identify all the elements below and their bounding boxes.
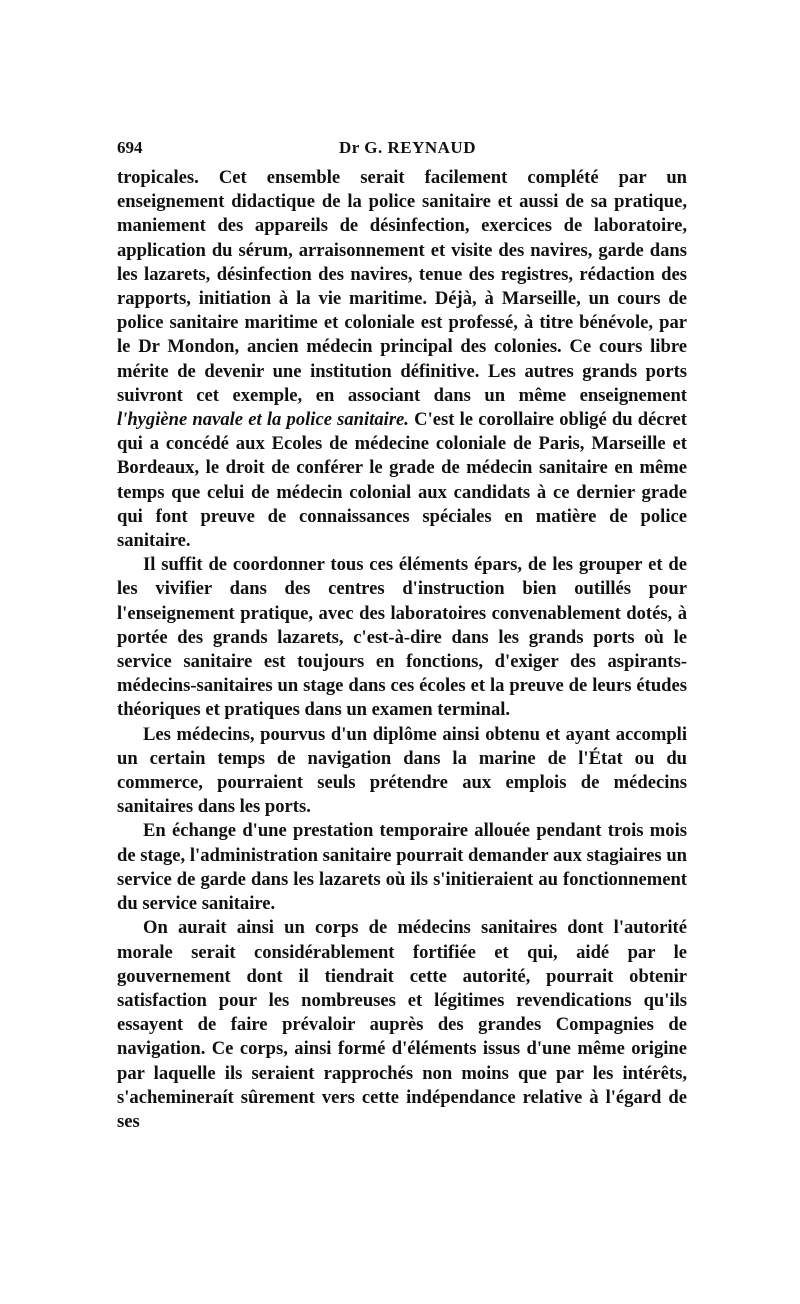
paragraph: En échange d'une prestation temporaire allouée pendant trois mois de stage, l'administration sanitaire pourrait demander aux stagiaires un service de garde dans les lazarets où ils s'initieraient au fonctionnement du service sanitaire.: [117, 820, 687, 915]
paragraph-continued: [117, 166, 687, 553]
paragraph: Il suffit de coordonner tous ces éléments épars, de les grouper et de les vivifier dans des centres d'instruction bien outillés pour l'enseignement pratique, avec des laboratoires convenablement dotés, à portée des grands lazarets, c'est-à-dire dans les grands ports où le service sanitaire est toujours en fonctions, d'exiger des aspirants-médecins-sanitaires un stage dans ces écoles et la preuve de leurs études théoriques et pratiques dans un examen terminal.: [117, 554, 687, 721]
paragraph: On aurait ainsi un corps de médecins sanitaires dont l'autorité morale serait considérablement fortifiée et qui, aidé par le gouvernement dont il tiendrait cette autorité, pourrait obtenir satisfaction pour les nombreuses et légitimes revendications qu'ils essayent de faire prévaloir auprès des grandes Compagnies de navigation. Ce corps, ainsi formé d'éléments issus d'une même origine par laquelle ils seraient rapprochés non moins que par les intérêts, s'achemineraít sûrement vers cette indépendance relative à l'égard de ses: [117, 917, 687, 1132]
paragraph-text: C'est le corollaire obligé du décret qui a concédé aux Ecoles de médecine coloniale de Paris, Marseille et Bordeaux, le droit de conférer le grade de médecin sanitaire en même temps que celui de médecin colonial aux candidats à ce dernier grade qui font preuve de connaissances spéciales en matière de police sanitaire.: [117, 409, 687, 552]
paragraph-text: tropicales. Cet ensemble serait facilement complété par un enseignement didactique de la police sanitaire et aussi de sa pratique, maniement des appareils de désinfection, exercices de laboratoire, application du sérum, arraisonnement et visite des navires, garde dans les lazarets, désinfection des navires, tenue des registres, rédaction des rapports, initiation à la vie maritime. Déjà, à Marseille, un cours de police sanitaire maritime et coloniale est professé, à titre bénévole, par le Dr Mondon, ancien médecin principal des colonies. Ce cours libre mérite de devenir une institution définitive. Les autres grands ports suivront cet exemple, en associant dans un même enseignement: [117, 167, 687, 406]
paragraph: Les médecins, pourvus d'un diplôme ainsi obtenu et ayant accompli un certain temps de navigation dans la marine de l'État ou du commerce, pourraient seuls prétendre aux emplois de médecins sanitaires dans les ports.: [117, 723, 687, 818]
running-header: [117, 126, 687, 166]
page-number: 694: [117, 138, 143, 157]
body-text: [117, 166, 687, 1134]
book-page: [117, 126, 687, 1134]
running-title: Dr G. REYNAUD: [339, 138, 476, 157]
italic-phrase: l'hygiène navale et la police sanitaire.: [117, 409, 409, 431]
